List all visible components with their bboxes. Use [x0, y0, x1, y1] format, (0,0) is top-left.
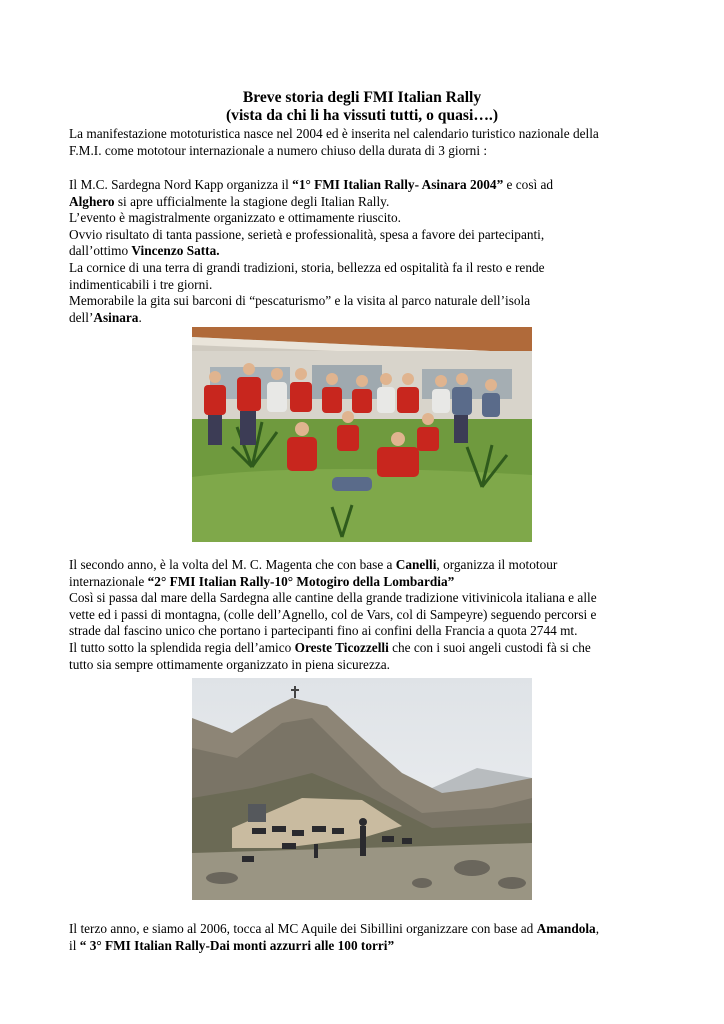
first-rally-paragraph	[69, 177, 669, 326]
first-line-3: L’evento è magistralmente organizzato e ottimamente riuscito.	[69, 210, 401, 226]
rally-name-second: “2° FMI Italian Rally-10° Motogiro della Lombardia”	[147, 573, 455, 589]
text-run: Il tutto sotto la splendida regia dell’amico	[69, 639, 295, 655]
place-canelli: Canelli	[395, 557, 437, 572]
intro-line-1: La manifestazione mototuristica nasce nel 2004 ed è inserita nel calendario turistico nazionale della	[69, 126, 599, 141]
group-photo-image	[192, 327, 532, 542]
third-line-2	[69, 938, 669, 955]
place-amandola: Amandola	[536, 921, 596, 936]
rally-name-third: “ 3° FMI Italian Rally-Dai monti azzurri alle 100 torri”	[79, 937, 395, 953]
second-line-2	[69, 574, 669, 591]
second-line-1	[69, 557, 669, 574]
mountain-pass-photo-image	[192, 678, 532, 900]
first-line-9	[69, 310, 669, 327]
text-run: si apre ufficialmente la stagione degli Italian Rally.	[114, 193, 390, 209]
mountain-pass-photo	[192, 678, 532, 900]
text-run: e così ad	[503, 177, 554, 192]
person-oreste-ticozzelli: Oreste Ticozzelli	[294, 639, 389, 655]
rally-name-2004: “1° FMI Italian Rally- Asinara 2004”	[292, 177, 504, 192]
group-photo	[192, 327, 532, 542]
text-run: ,	[595, 921, 600, 936]
text-run: , organizza il mototour	[436, 557, 558, 572]
text-run: .	[138, 309, 142, 325]
text-run: che con i suoi angeli custodi fà si che	[388, 639, 591, 655]
first-line-5	[69, 243, 669, 260]
third-line-1	[69, 921, 669, 938]
second-line-7: tutto sia sempre ottimamente organizzato in piena sicurezza.	[69, 656, 390, 672]
second-line-6	[69, 640, 669, 657]
first-line-7: indimenticabili i tre giorni.	[69, 276, 213, 292]
third-rally-paragraph	[69, 921, 669, 954]
place-alghero: Alghero	[69, 193, 115, 209]
place-asinara: Asinara	[93, 309, 139, 325]
text-run: Il M.C. Sardegna Nord Kapp organizza il	[69, 177, 293, 192]
intro-line-2: F.M.I. come mototour internazionale a numero chiuso della durata di 3 giorni :	[69, 142, 488, 158]
text-run: Il terzo anno, e siamo al 2006, tocca al MC Aquile dei Sibillini organizzare con base ad	[69, 921, 537, 936]
intro-paragraph	[69, 126, 669, 159]
first-line-4: Ovvio risultato di tanta passione, serietà e professionalità, spesa a favore dei partecipanti,	[69, 226, 545, 242]
text-run: dell’	[69, 309, 94, 325]
first-line-1	[69, 177, 669, 194]
first-line-2	[69, 194, 669, 211]
first-line-8: Memorabile la gita sui barconi di “pescaturismo” e la visita al parco naturale dell’isola	[69, 293, 531, 309]
second-line-5: strade dal fascino unico che portano i partecipanti fino ai confini della Francia a quota 2744 mt.	[69, 623, 578, 639]
text-run: internazionale	[69, 573, 148, 589]
second-line-3: Così si passa dal mare della Sardegna alle cantine della grande tradizione vitivinicola italiana e alle	[69, 590, 597, 606]
document-title	[0, 89, 724, 124]
text-run: il	[69, 937, 80, 953]
title-line-1: Breve storia degli FMI Italian Rally	[242, 89, 482, 106]
text-run: dall’ottimo	[69, 243, 132, 259]
second-line-4: vette ed i passi di montagna, (colle dell’Agnello, col de Vars, col di Sampeyre) seguendo percorsi e	[69, 606, 597, 622]
second-rally-paragraph	[69, 557, 669, 673]
text-run: Il secondo anno, è la volta del M. C. Magenta che con base a	[69, 557, 396, 572]
title-line-2: (vista da chi li ha vissuti tutti, o quasi….)	[225, 106, 499, 124]
first-line-6: La cornice di una terra di grandi tradizioni, storia, bellezza ed ospitalità fa il resto e rende	[69, 259, 545, 275]
person-vincenzo-satta: Vincenzo Satta.	[131, 243, 220, 259]
